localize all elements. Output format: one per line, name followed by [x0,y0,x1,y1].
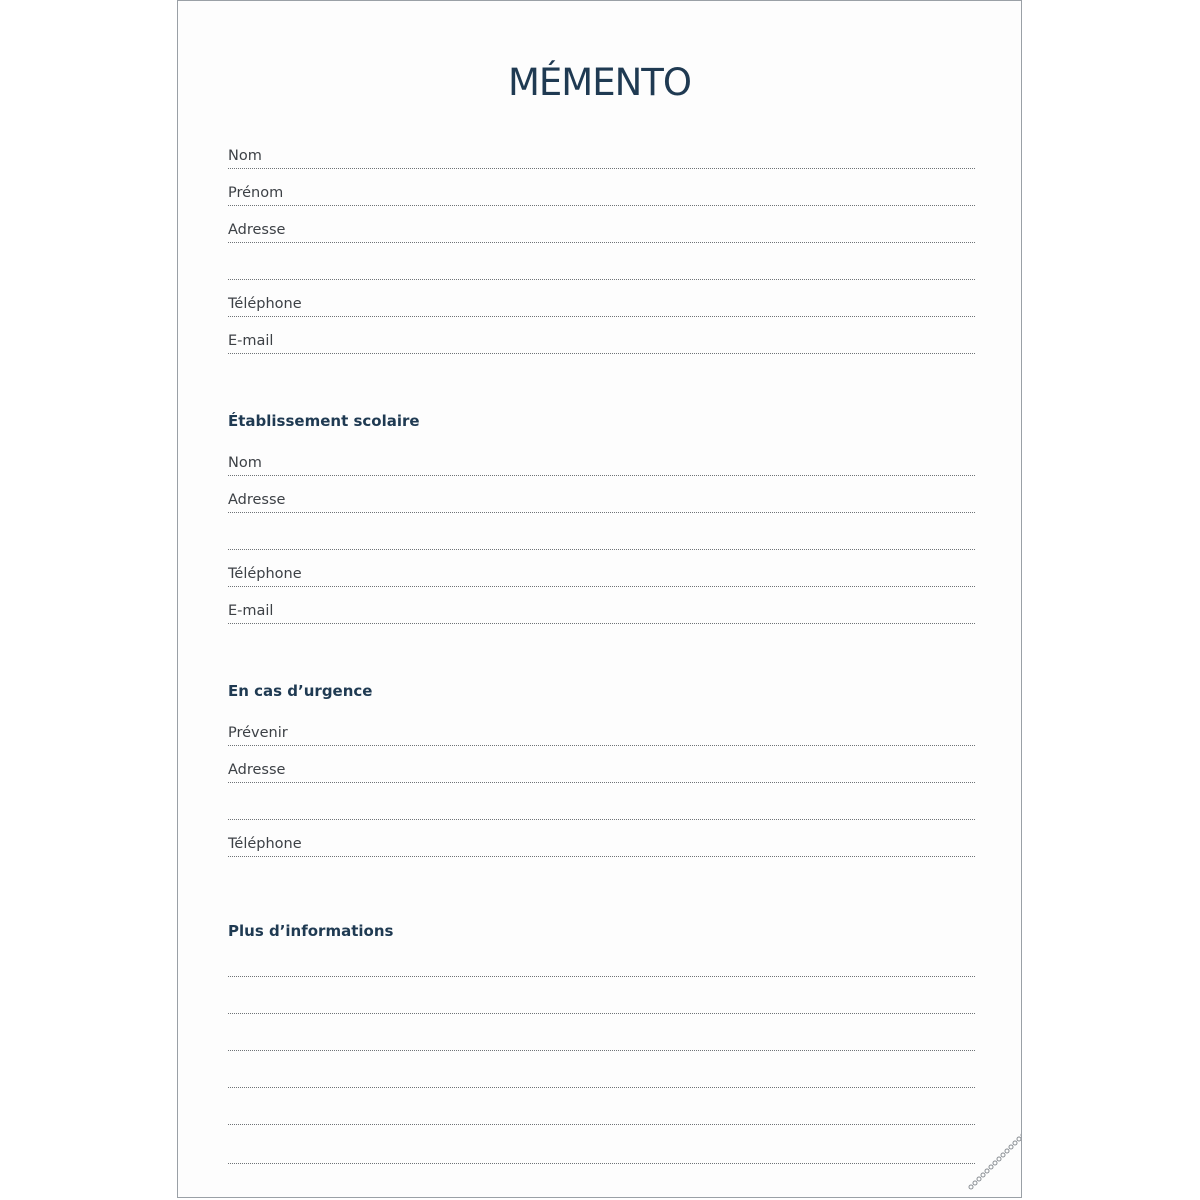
field-email[interactable] [228,329,975,354]
field-telephone[interactable] [228,292,975,317]
school-field-email[interactable] [228,599,975,624]
school-field-adresse[interactable] [228,488,975,513]
field-label: Adresse [228,762,286,778]
notes-line[interactable] [228,1100,975,1125]
field-adresse-line-2[interactable] [228,255,975,280]
field-label: E-mail [228,603,274,619]
field-label: Téléphone [228,836,302,852]
field-label: Prévenir [228,725,288,741]
school-field-telephone[interactable] [228,562,975,587]
section-heading-emergency: En cas d’urgence [228,682,373,700]
notes-line[interactable] [228,952,975,977]
field-label: E-mail [228,333,274,349]
page-title: MÉMENTO [507,61,691,104]
field-prenom[interactable] [228,181,975,206]
school-field-adresse-line-2[interactable] [228,525,975,550]
emergency-field-adresse[interactable] [228,758,975,783]
field-label: Adresse [228,492,286,508]
memento-page [177,0,1022,1198]
field-label: Prénom [228,185,284,201]
field-label: Nom [228,455,262,471]
notes-line[interactable] [228,989,975,1014]
ring-chain-decoration [957,1123,1022,1193]
field-adresse[interactable] [228,218,975,243]
emergency-field-adresse-line-2[interactable] [228,795,975,820]
notes-line[interactable] [228,1139,975,1164]
emergency-field-prevenir[interactable] [228,721,975,746]
notes-line[interactable] [228,1026,975,1051]
field-label: Téléphone [228,566,302,582]
school-field-nom[interactable] [228,451,975,476]
field-label: Adresse [228,222,286,238]
field-label: Nom [228,148,262,164]
notes-line[interactable] [228,1063,975,1088]
section-heading-school: Établissement scolaire [228,412,420,430]
section-heading-more-info: Plus d’informations [228,922,394,940]
emergency-field-telephone[interactable] [228,832,975,857]
field-nom[interactable] [228,144,975,169]
field-label: Téléphone [228,296,302,312]
